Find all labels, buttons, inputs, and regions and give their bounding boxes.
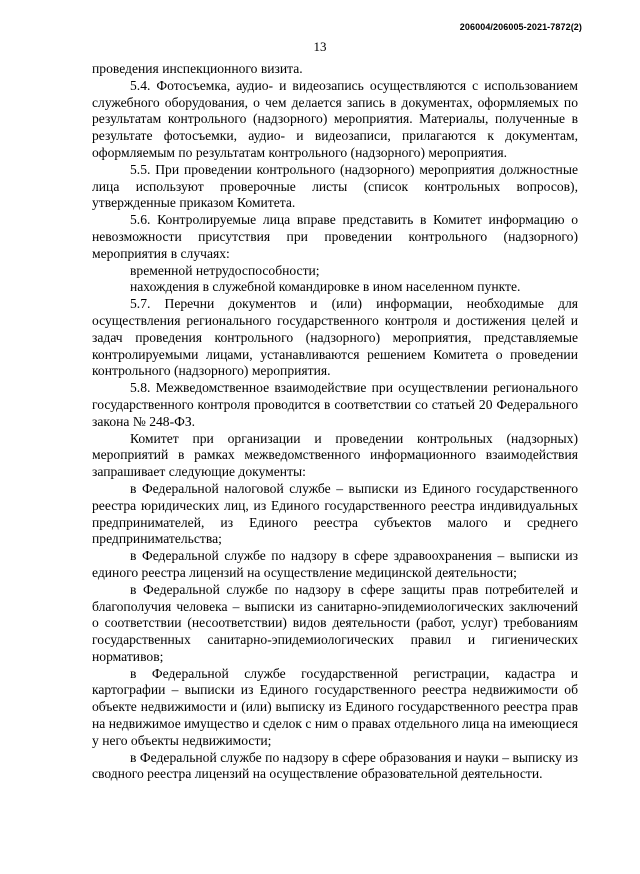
paragraph: 5.8. Межведомственное взаимодействие при осуществлении регионального государственного контроля проводится в соответствии со статьей 20 Федерального закона № 248-ФЗ. [92,380,578,429]
paragraph: нахождения в служебной командировке в ином населенном пункте. [130,279,521,295]
paragraph: в Федеральной службе по надзору в сфере здравоохранения – выписки из единого реестра лицензий на осуществление медицинской деятельности; [92,548,578,580]
paragraph: в Федеральной службе государственной регистрации, кадастра и картографии – выписки из Единого государственного реестра недвижимости об объекте недвижимости и (или) выписку из Единого государственного реестра прав на недвижимое имущество и сделок с ним о правах отдельного лица на имеющиеся у него объекты недвижимости; [92,665,578,748]
paragraph: проведения инспекционного визита. [92,61,303,76]
document-body [92,61,578,783]
paragraph: в Федеральной налоговой службе – выписки из Единого государственного реестра юридических лиц, из Единого государственного реестра индивидуальных предпринимателей, из Единого реестра субъектов малого и среднего предпринимательства; [92,480,578,547]
paragraph: Комитет при организации и проведении контрольных (надзорных) мероприятий в рамках межведомственного информационного взаимодействия запрашивает следующие документы: [92,430,578,480]
paragraph: в Федеральной службе по надзору в сфере защиты прав потребителей и благополучия человека – выписки из санитарно-эпидемиологических заключений о соответствии (несоответствии) видов деятельности (работ, услуг) требованиям государственных санитарно-эпидемиологических правил и гигиенических нормативов; [92,581,578,664]
paragraph: временной нетрудоспособности; [130,262,320,278]
paragraph: 5.6. Контролируемые лица вправе представить в Комитет информацию о невозможности присутствия при проведении контрольного (надзорного) мероприятия в случаях: [92,212,578,261]
page-number: 13 [313,39,327,54]
paragraph: в Федеральной службе по надзору в сфере образования и науки – выписку из сводного реестра лицензий на осуществление образовательной деятельности. [92,749,578,782]
paragraph: 5.7. Перечни документов и (или) информации, необходимые для осуществления регионального государственного контроля и достижения целей и задач проведения контрольного (надзорного) мероприятия, представляемые контролируемыми лицами, устанавливаются решением Комитета о проведении контрольного (надзорного) мероприятия. [92,296,578,379]
paragraph: 5.5. При проведении контрольного (надзорного) мероприятия должностные лица используют проверочные листы (список контрольных вопросов), утвержденные приказом Комитета. [92,161,578,211]
paragraph: 5.4. Фотосъемка, аудио- и видеозапись осуществляются с использованием служебного оборудования, о чем делается запись в документах, оформляемых по результатам контрольного (надзорного) мероприятия. Материалы, полученные в результате фотосъемки, аудио- и видеозаписи, прилагаются к документам, оформляемым по результатам контрольного (надзорного) мероприятия. [92,77,578,160]
document-id: 206004/206005-2021-7872(2) [459,22,582,32]
